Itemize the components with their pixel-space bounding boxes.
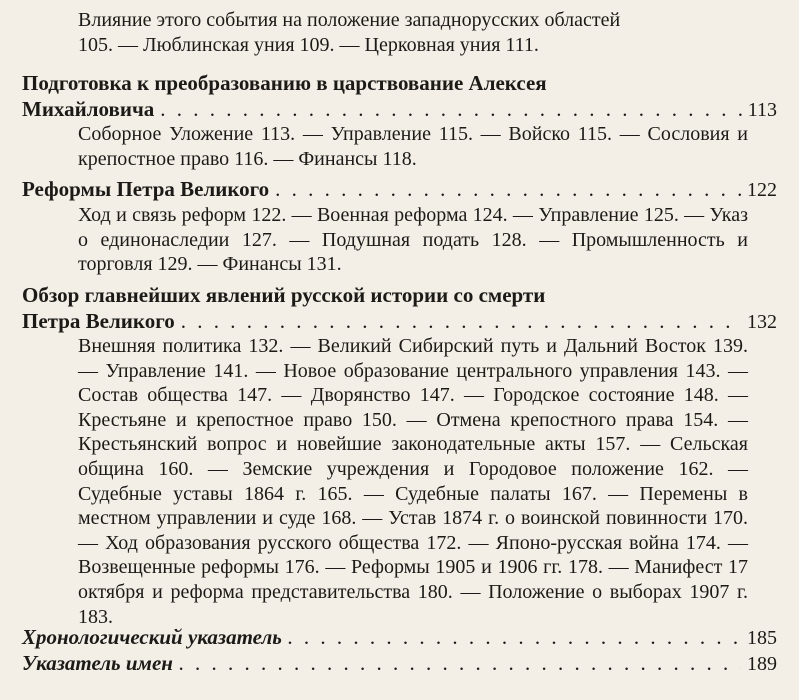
- leader-dots: [181, 308, 741, 334]
- chronology-index-page: 185: [747, 627, 777, 649]
- section-3-title-line-1: Обзор главнейших явлений русской истории со смерти: [22, 283, 546, 307]
- section-2-subtopics: Ход и связь реформ 122. — Военная реформа 124. — Управление 125. — Указ о единонаследии 127. — Подушная подать 128. — Промышленность и торговля 129. — Финансы 131.: [78, 204, 748, 276]
- section-heading-2: [22, 176, 777, 203]
- section-2-title-row: [22, 176, 777, 203]
- section-1-title-line-1: Подготовка к преобразованию в царствование Алексея: [22, 71, 547, 95]
- names-index-page: 189: [747, 653, 777, 675]
- leader-dots: [179, 650, 741, 676]
- section-3-title-line-2: Петра Великого: [22, 309, 175, 333]
- leader-dots: [288, 624, 741, 650]
- section-1-subtopics: Соборное Уложение 113. — Управление 115. — Войско 115. — Сословия и крепостное право 116. — Финансы 118.: [78, 123, 748, 170]
- intro-line-1: Влияние этого события на положение западнорусских областей: [78, 9, 621, 31]
- leader-dots: [160, 96, 741, 122]
- names-index-title: Указатель имен: [22, 651, 173, 675]
- section-3-subtopics: Внешняя политика 132. — Великий Сибирский путь и Дальний Восток 139. — Управление 141. — Новое образование центрального управления 143. — Состав общества 147. — Дворянство 147. — Городское состояние 148. — Крестьяне и крепостное право 150. — Отмена крепостного права 154. — Крестьянский вопрос и новейшие законодательные акты 157. — Сельская община 160. — Земские учреждения и Городовое положение 162. — Судебные уставы 1864 г. 165. — Судебные палаты 167. — Перемены в местном управлении и суде 168. — Устав 1874 г. о воинской повинности 170. — Ход образования русского общества 172. — Японо-русская война 174. — Возвещенные реформы 176. — Реформы 1905 и 1906 гг. 178. — Манифест 17 октября и реформа представительства 180. — Положение о выборах 1907 г. 183.: [78, 335, 748, 628]
- intro-line-2: 105. — Люблинская уния 109. — Церковная уния 111.: [78, 33, 539, 56]
- leader-dots: [275, 176, 741, 202]
- section-3-page-number: 132: [747, 311, 777, 333]
- index-entry-chronology: [22, 624, 777, 651]
- section-1-page-number: 113: [747, 99, 777, 121]
- section-2-title: Реформы Петра Великого: [22, 177, 270, 201]
- section-1-title-line-2: Михайловича: [22, 97, 155, 121]
- section-heading-3: [22, 282, 777, 335]
- section-2-page-number: 122: [747, 179, 777, 201]
- index-entry-names: [22, 650, 777, 677]
- intro-entry: [78, 8, 748, 57]
- section-3-title-row: [22, 308, 777, 335]
- section-1-title-row: [22, 96, 777, 123]
- chronology-index-title: Хронологический указатель: [22, 625, 282, 649]
- section-heading-1: [22, 70, 777, 123]
